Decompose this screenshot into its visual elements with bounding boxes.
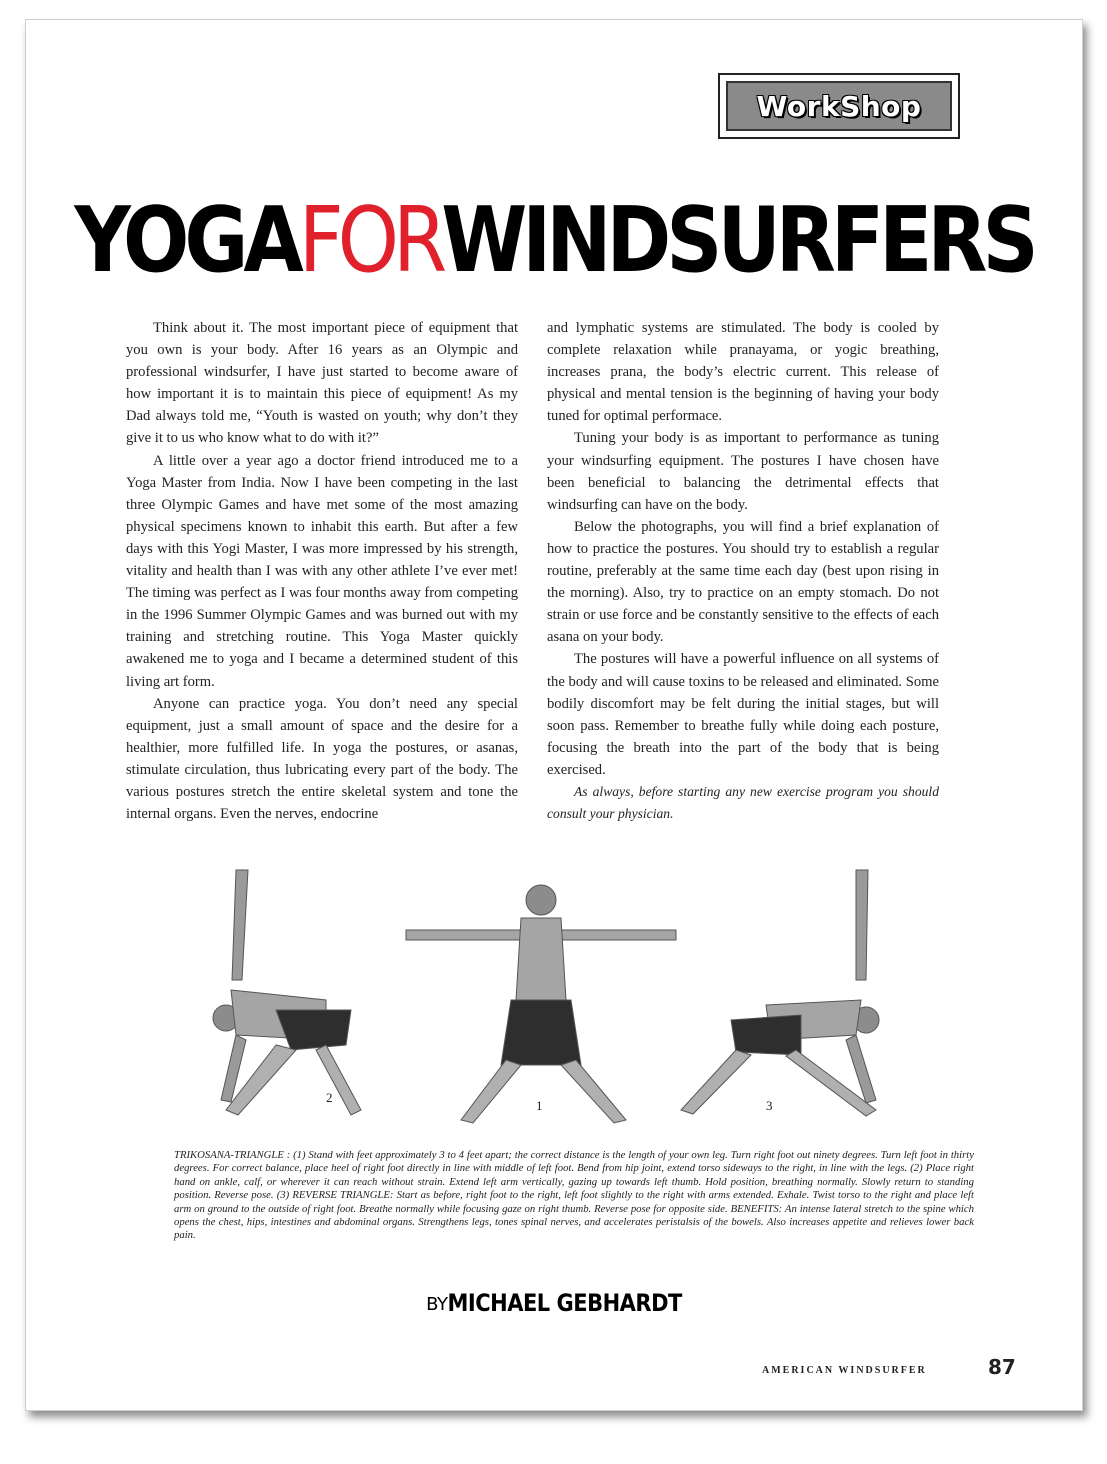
paragraph: Below the photographs, you will find a brief explanation of how to practice the postures. You should try to establish a regular routine, preferably at the same time each day (best upon rising in the morning). Also, try to practice on an empty stomach. Do not strain or use force and be constantly sensitive to the effects of each asana on your body. [547, 518, 939, 646]
paragraph: A little over a year ago a doctor friend introduced me to a Yoga Master from India. Now I have been competing in the last three Olympic Games and have met some of the most amazing physical specimens known to inhabit this earth. But after a few days with this Yogi Master, I was more impressed by his strength, vitality and health than I was with any other athlete I’ve ever met! The timing was perfect as I was four months away from competing in the 1996 Summer Olympic Games and was burned out with my training and stretching routine. This Yoga Master quickly awakened me to yoga and I became a determined student of this living art form. [126, 452, 518, 690]
paragraph: Anyone can practice yoga. You don’t need any special equipment, just a small amount of space and the desire for a healthier, more fulfilled life. In yoga the postures, or asanas, stimulate circulation, thus lubricating every part of the body. The various postures stretch the entire skeletal system and tone the internal organs. Even the nerves, endocrine [126, 695, 518, 823]
posture-photo-triangle-right [681, 870, 879, 1116]
disclaimer-paragraph: As always, before starting any new exercise program you should consult your physician. [547, 783, 939, 822]
headline-yoga: YOGA [74, 189, 299, 293]
body-column-left [126, 317, 518, 825]
paragraph: and lymphatic systems are stimulated. The body is cooled by complete relaxation while pranayama, or yogic breathing, increases prana, the body’s electric current. This release of physical and mental tension is the beginning of having your body tuned for optimal performace. [547, 320, 939, 425]
photo-label-2: 2 [326, 1090, 333, 1105]
section-badge [718, 73, 960, 139]
byline-author: MICHAEL GEBHARDT [447, 1289, 682, 1317]
posture-photos [176, 860, 956, 1130]
byline [26, 1291, 1082, 1315]
footer-magazine-name: AMERICAN WINDSURFER [762, 1365, 927, 1376]
paragraph: Tuning your body is as important to performance as tuning your windsurfing equipment. The postures I have chosen have been beneficial to balancing the detrimental effects that windsurfing can have on the body. [547, 430, 939, 513]
footer-page-number: 87 [988, 1355, 1016, 1379]
posture-caption: TRIKOSANA-TRIANGLE : (1) Stand with feet approximately 3 to 4 feet apart; the correct distance is the length of your own leg. Turn right foot out ninety degrees. Turn left foot in thirty degrees. For correct balance, place heel of right foot directly in line with middle of left foot. Bend from hip joint, extend torso sideways to the right, in line with the legs. (2) Place right hand on ankle, calf, or wherever it can reach without strain. Extend left arm vertically, gazing up towards left thumb. Hold position, breathing normally. Slowly return to standing position. Reverse pose. (3) REVERSE TRIANGLE: Start as before, right foot to the right, left foot slightly to the right with arms extended. Exhale. Twist torso to the right and place left arm on ground to the outside of right foot. Breathe normally while focusing gaze on right thumb. Reverse pose for opposite side. BENEFITS: An intense lateral stretch to the spine which opens the chest, hips, intestines and abdominal organs. Strengthens legs, tones spinal nerves, and accelerates peristalsis of the bowels. Also increases appetite and relieves lower back pain. [174, 1149, 974, 1242]
posture-photos-illustration [176, 860, 956, 1130]
body-column-right [547, 317, 939, 825]
posture-photo-triangle-left [213, 870, 361, 1115]
article-headline [26, 189, 1082, 293]
section-badge-label: WorkShop [756, 89, 922, 123]
photo-label-3: 3 [766, 1098, 773, 1113]
byline-prefix: BY [426, 1294, 448, 1315]
posture-photo-standing-center [406, 885, 676, 1123]
headline-for: FOR [298, 189, 442, 293]
headline-windsurfers: WINDSURFERS [441, 189, 1034, 293]
section-badge-inner [726, 81, 952, 131]
paragraph: Think about it. The most important piece of equipment that you own is your body. After 16 years as an Olympic and professional windsurfer, I have just started to become aware of how important it is to maintain this piece of equipment! As my Dad always told me, “Youth is wasted on youth; why don’t they give it to us who know what to do with it?” [126, 320, 518, 447]
magazine-page [25, 19, 1083, 1411]
paragraph: The postures will have a powerful influence on all systems of the body and will cause toxins to be released and eliminated. Some bodily discomfort may be felt during the initial stages, but will soon pass. Remember to breathe fully while doing each posture, focusing the breath into the part of the body that is being exercised. [547, 651, 939, 778]
photo-label-1: 1 [536, 1098, 543, 1113]
